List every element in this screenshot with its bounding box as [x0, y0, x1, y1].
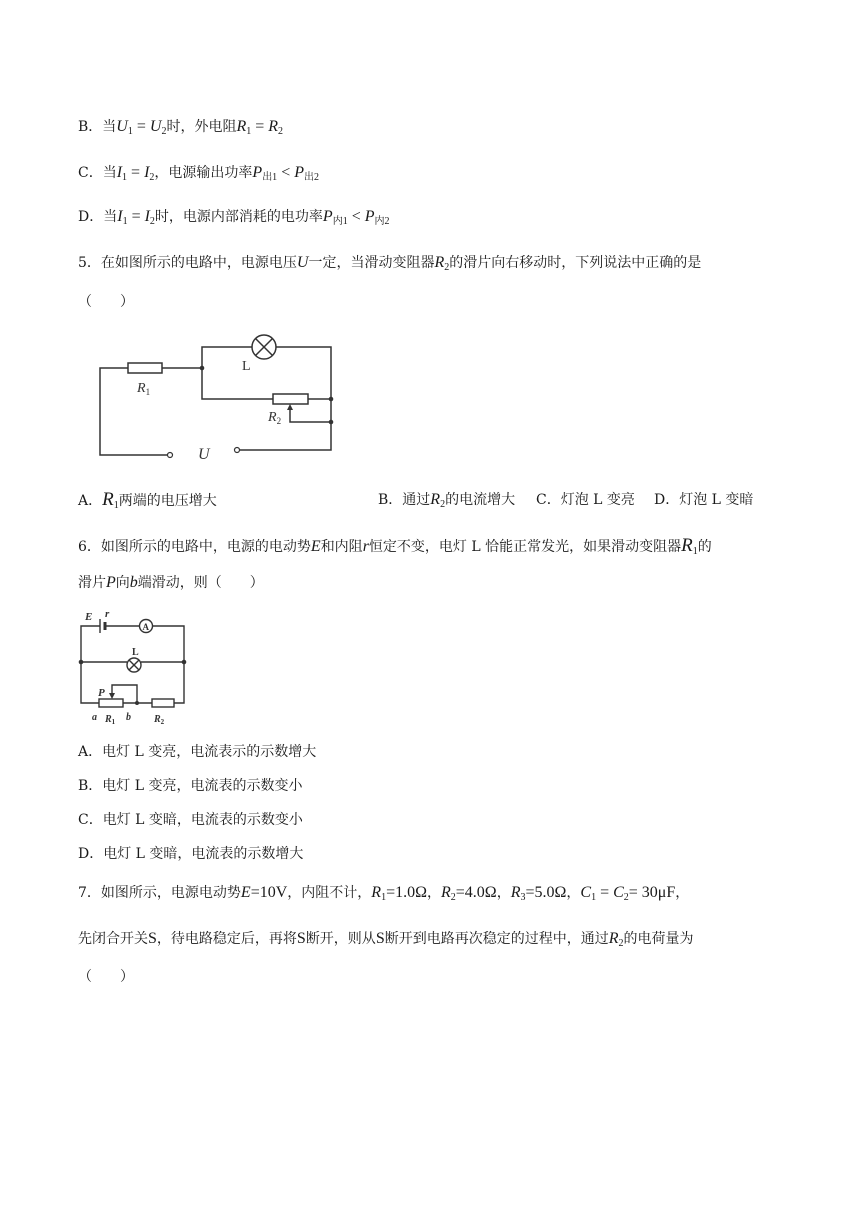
- q4-option-b: B．当$U_1 = U_2$时，外电阻$R_1 = R_2$: [78, 118, 284, 137]
- svg-text:R2: $R_2$: [154, 714, 165, 726]
- q5-option-c: C．灯泡 L 变亮: [536, 492, 635, 508]
- q6-circuit-figure: [74, 606, 194, 730]
- svg-text:P: P: [98, 687, 105, 699]
- q6-option-b: B．电灯 L 变亮，电流表的示数变小: [78, 778, 303, 794]
- q7-stem: 7．如图所示，电源电动势E=10V，内阻不计，$R_1=1.0\Omega$，$R_2=4.0\Omega$，$R_3=5.0\Omega$，$C_1 = C_2= 30\mu F$，: [78, 884, 690, 903]
- svg-text:r: r: [105, 608, 110, 620]
- q6-option-c: C．电灯 L 变暗，电流表的示数变小: [78, 812, 303, 828]
- q4-option-d: D．当$I_1 = I_2$时，电源内部消耗的电功率$P_{内1} < P_{内2}$: [78, 208, 390, 227]
- svg-text:R2: $R_2$: [268, 410, 282, 426]
- q7-stem-line2: 先闭合开关S，待电路稳定后，再将S断开，则从S断开到电路再次稳定的过程中，通过$R_2$的电荷量为: [78, 930, 694, 949]
- q6-r2-resistor: [152, 699, 174, 707]
- q5-r2-rheostat: [273, 394, 308, 404]
- q6-r1-rheostat: [99, 699, 123, 707]
- q5-option-a: A．$R_1$两端的电压增大: [78, 489, 217, 511]
- q6-option-a: A．电灯 L 变亮，电流表示的示数增大: [78, 744, 317, 760]
- q4-option-c: C．当$I_1 = I_2$，电源输出功率$P_{出1} < P_{出2}$: [78, 164, 319, 183]
- svg-text:R1: $R_1$: [105, 714, 116, 726]
- q5-stem: 5．在如图所示的电路中，电源电压U一定，当滑动变阻器$R_2$的滑片向右移动时，下列说法中正确的是: [78, 254, 702, 273]
- q6-stem-line2: 滑片P向b端滑动，则（ ）: [78, 574, 264, 591]
- svg-text:R1: $R_1$: [137, 381, 151, 397]
- q7-blank: （ ）: [78, 969, 134, 985]
- svg-text:A: A: [142, 622, 149, 632]
- svg-text:L: L: [132, 647, 139, 658]
- q5-fig-label-L: L: [242, 359, 251, 374]
- q6-stem: 6．如图所示的电路中，电源的电动势E和内阻r恒定不变，电灯 L 恰能正常发光，如果滑动变阻器$R_1$的: [78, 535, 712, 557]
- q5-blank: （ ）: [78, 294, 134, 310]
- svg-text:a: a: [92, 712, 97, 723]
- q5-option-d: D．灯泡 L 变暗: [654, 492, 754, 508]
- svg-text:U: U: [198, 446, 210, 463]
- q5-r1-resistor: [128, 363, 162, 373]
- svg-text:b: b: [126, 712, 131, 723]
- svg-text:E: E: [85, 611, 93, 623]
- q5-circuit-figure: [90, 330, 350, 465]
- q5-option-b: B．通过$R_2$的电流增大: [378, 491, 516, 510]
- q6-option-d: D．电灯 L 变暗，电流表的示数增大: [78, 846, 304, 862]
